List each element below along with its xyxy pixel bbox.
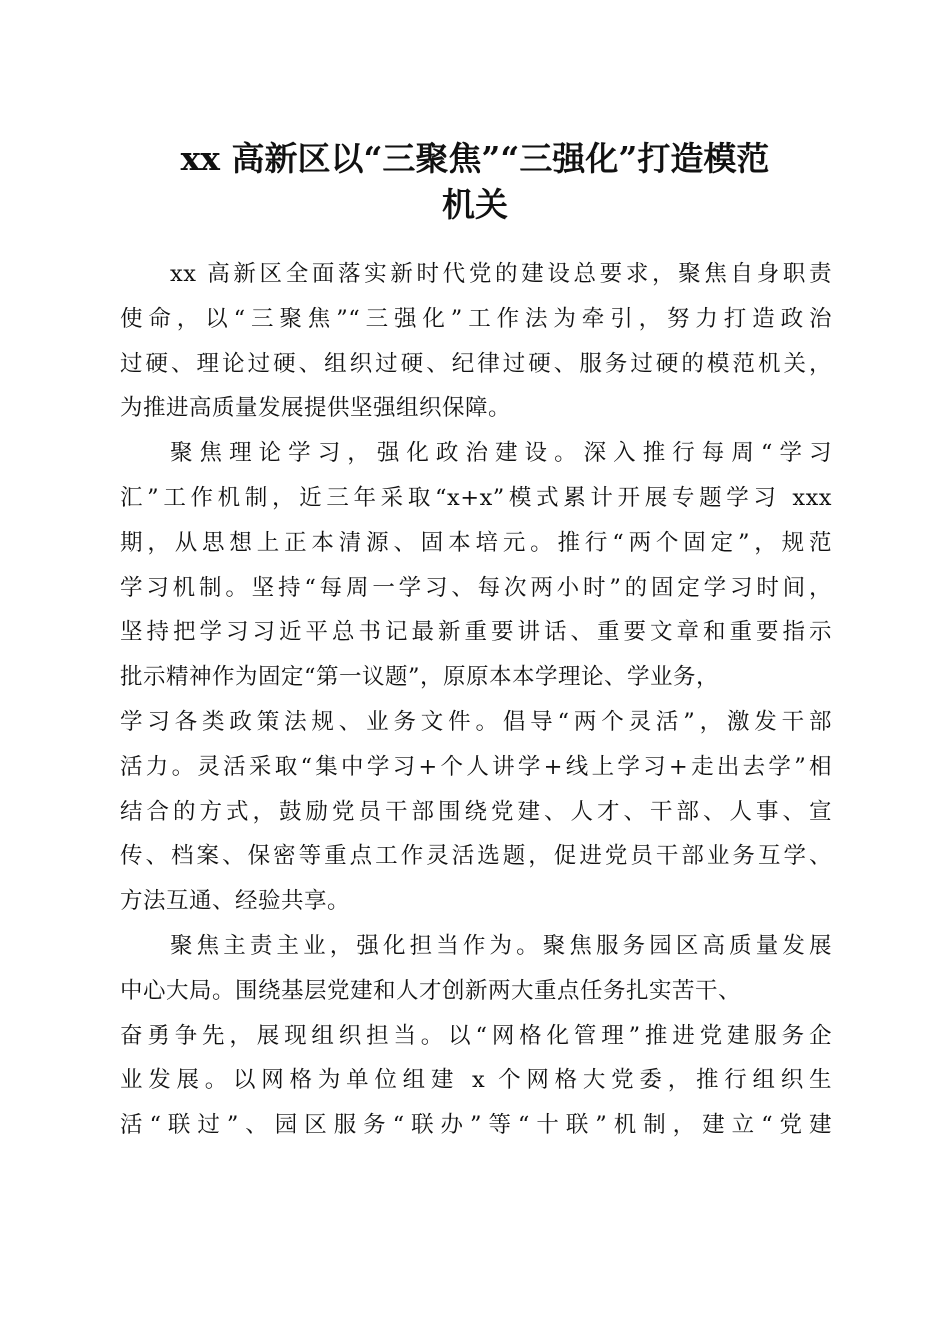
text-line: 学习机制。坚持“每周一学习、每次两小时”的固定学习时间， bbox=[120, 574, 832, 601]
text-line: 结合的方式，鼓励党员干部围绕党建、人才、干部、人事、宣 bbox=[120, 798, 832, 825]
text-line: xx 高新区全面落实新时代党的建设总要求，聚焦自身职责 bbox=[170, 261, 832, 287]
text-line: 学习各类政策法规、业务文件。倡导“两个灵活”，激发干部 bbox=[120, 708, 832, 735]
title-line-2: 机关 bbox=[442, 185, 508, 224]
text-line: 活“联过”、园区服务“联办”等“十联”机制，建立“党建 bbox=[120, 1112, 832, 1139]
text-line: 聚焦理论学习，强化政治建设。深入推行每周“学习 bbox=[170, 440, 832, 467]
paragraph-theory-study bbox=[120, 431, 832, 924]
text-line: 奋勇争先，展现组织担当。以“网格化管理”推进党建服务企 bbox=[120, 1022, 832, 1049]
text-line: 聚焦主责主业，强化担当作为。聚焦服务园区高质量发展 bbox=[170, 932, 832, 959]
document-body bbox=[120, 252, 832, 1148]
text-line: 中心大局。围绕基层党建和人才创新两大重点任务扎实苦干、 bbox=[120, 977, 742, 1004]
text-line: 使命，以“三聚焦”“三强化”工作法为牵引，努力打造政治 bbox=[120, 305, 832, 332]
title-line-1: xx 高新区以“三聚焦”“三强化”打造模范 bbox=[180, 139, 770, 178]
text-line: 业发展。以网格为单位组建 x 个网格大党委，推行组织生 bbox=[120, 1067, 832, 1094]
text-line: 过硬、理论过硬、组织过硬、纪律过硬、服务过硬的模范机关， bbox=[120, 350, 832, 377]
page-title bbox=[120, 136, 830, 228]
paragraph-main-duty bbox=[120, 924, 832, 1148]
text-line: 为推进高质量发展提供坚强组织保障。 bbox=[120, 395, 512, 422]
text-line: 方法互通、经验共享。 bbox=[120, 888, 351, 915]
paragraph-intro bbox=[120, 252, 832, 431]
text-line: 期，从思想上正本清源、固本培元。推行“两个固定”，规范 bbox=[120, 529, 832, 556]
text-line: 活力。灵活采取“集中学习+个人讲学+线上学习+走出去学”相 bbox=[120, 753, 832, 780]
text-line: 传、档案、保密等重点工作灵活选题，促进党员干部业务互学、 bbox=[120, 843, 832, 870]
text-line: 坚持把学习习近平总书记最新重要讲话、重要文章和重要指示 bbox=[120, 619, 832, 646]
text-line: 批示精神作为固定“第一议题”，原原本本学理论、学业务， bbox=[120, 664, 720, 691]
text-line: 汇”工作机制，近三年采取“x+x”模式累计开展专题学习 xxx bbox=[120, 484, 832, 511]
